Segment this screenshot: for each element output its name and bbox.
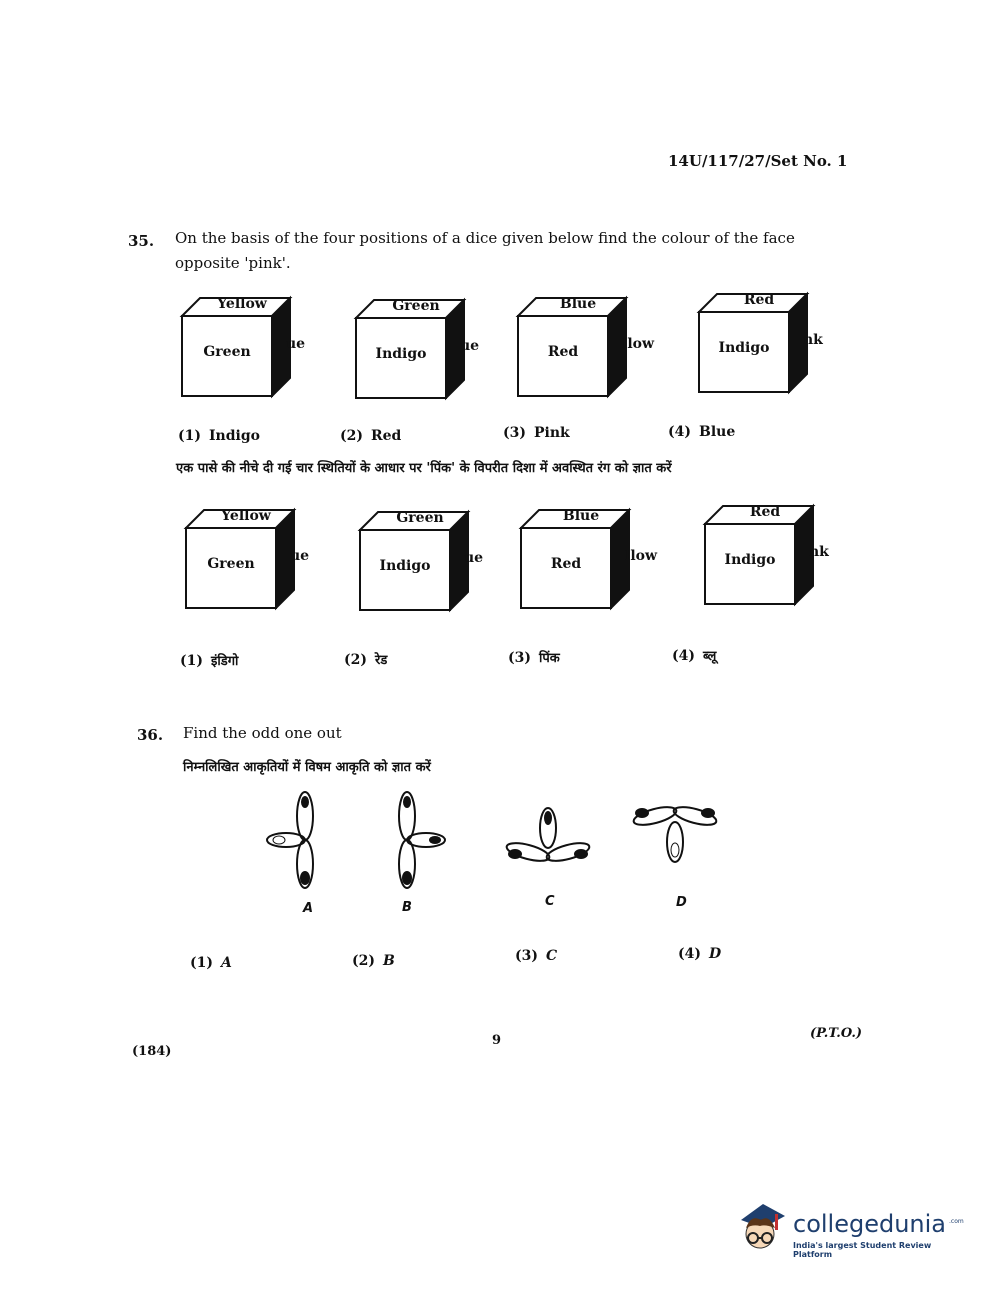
dice-side-face: nk: [803, 332, 823, 348]
question-35-line2: opposite 'pink'.: [175, 254, 291, 272]
q35-option-2[interactable]: (2) Red: [340, 428, 402, 444]
q36-option-1[interactable]: (1) A: [190, 955, 232, 971]
figure-label-c: C: [545, 894, 555, 909]
logo-name: collegedunia: [793, 1210, 947, 1238]
dice-2: [354, 298, 480, 418]
dice-front-face: Indigo: [718, 340, 770, 356]
dice-top-face: Red: [743, 292, 775, 308]
paper-code: 14U/117/27/Set No. 1: [668, 152, 848, 170]
q35-option-4[interactable]: (4) Blue: [668, 424, 736, 440]
dice-top-face: Green: [396, 510, 444, 526]
question-35-text: [175, 226, 795, 276]
dice-front-face: Green: [207, 556, 255, 572]
question-35-line1: On the basis of the four positions of a dice given below find the colour of the face: [175, 229, 795, 247]
dice-3: [516, 296, 655, 416]
dice-side-face: ue: [286, 336, 306, 352]
q35-hindi-option-3[interactable]: (3) पिंक: [508, 650, 560, 666]
dice-top-face: Blue: [562, 508, 600, 524]
q35-option-1[interactable]: (1) Indigo: [178, 428, 260, 444]
dice-3: [519, 508, 658, 628]
dice-2: [358, 510, 484, 630]
q36-option-3[interactable]: (3) C: [515, 948, 558, 964]
dice-front-face: Indigo: [724, 552, 776, 568]
question-35-hindi: एक पासे की नीचे दी गई चार स्थितियों के आधार पर 'पिंक' के विपरीत दिशा में अवस्थित रंग को ज्ञात करें: [176, 461, 672, 476]
dice-top-face: Blue: [559, 296, 597, 312]
dice-side-face: ue: [460, 338, 480, 354]
dice-front-face: Red: [550, 556, 582, 572]
page-number: 9: [492, 1033, 502, 1048]
question-36-hindi: निम्नलिखित आकृतियों में विषम आकृति को ज्ञात करें: [183, 760, 431, 775]
figure-c: [505, 808, 591, 864]
dice-top-face: Red: [749, 504, 781, 520]
q35-hindi-option-2[interactable]: (2) रेड: [344, 652, 388, 668]
dice-1: [180, 296, 306, 416]
question-36-text: Find the odd one out: [183, 724, 342, 742]
q35-option-3[interactable]: (3) Pink: [503, 425, 570, 441]
pto-label: (P.T.O.): [810, 1026, 863, 1041]
figure-a: [267, 792, 313, 888]
dice-1: [184, 508, 310, 628]
q36-option-4[interactable]: (4) D: [678, 946, 722, 962]
dice-side-face: ue: [464, 550, 484, 566]
question-36-number: 36.: [137, 726, 164, 744]
dice-top-face: Yellow: [217, 296, 267, 312]
question-35-number: 35.: [128, 232, 155, 250]
footer-code: (184): [132, 1044, 172, 1059]
dice-front-face: Red: [547, 344, 579, 360]
dice-front-face: Indigo: [379, 558, 431, 574]
q35-hindi-option-4[interactable]: (4) ब्लू: [672, 648, 717, 664]
logo-suffix: .com: [949, 1218, 964, 1225]
dice-top-face: Green: [392, 298, 440, 314]
logo-tagline: India's largest Student Review Platform: [793, 1241, 932, 1259]
dice-side-face: llow: [625, 548, 658, 564]
q35-hindi-option-1[interactable]: (1) इंडिगो: [180, 653, 239, 669]
dice-front-face: Green: [203, 344, 251, 360]
figure-d: [632, 804, 718, 862]
q36-option-2[interactable]: (2) B: [352, 953, 395, 969]
figure-label-d: D: [676, 895, 687, 910]
dice-side-face: ue: [290, 548, 310, 564]
odd-one-out-figures: [250, 790, 730, 890]
dice-top-face: Yellow: [221, 508, 271, 524]
figure-label-b: B: [402, 900, 412, 915]
dice-4: [697, 292, 823, 412]
dice-front-face: Indigo: [375, 346, 427, 362]
mascot-icon: [735, 1198, 791, 1256]
collegedunia-logo[interactable]: [735, 1198, 964, 1259]
figure-label-a: A: [303, 901, 314, 916]
dice-4: [703, 504, 829, 624]
dice-side-face: nk: [809, 544, 829, 560]
figure-b: [399, 792, 445, 888]
dice-side-face: llow: [622, 336, 655, 352]
